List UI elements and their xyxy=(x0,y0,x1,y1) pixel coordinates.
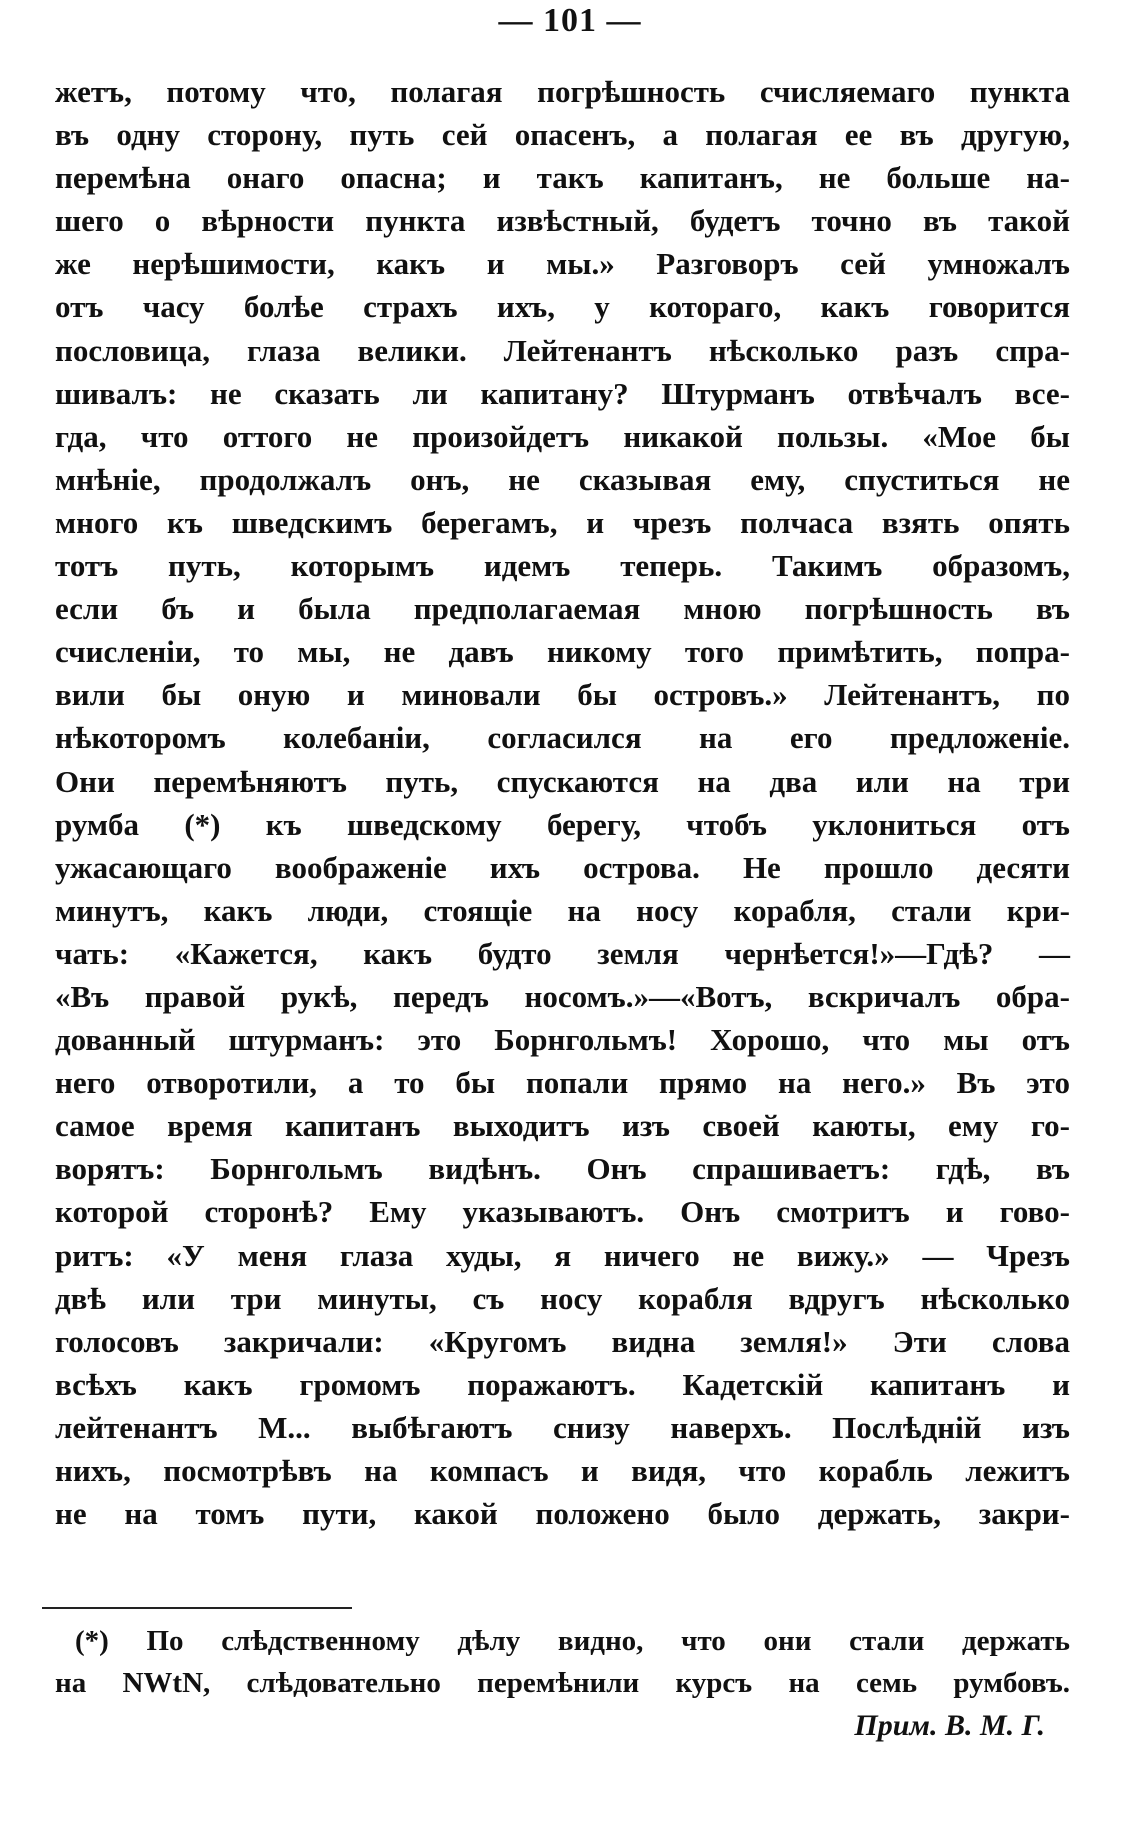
text-line: тотъ путь, которымъ идемъ теперь. Такимъ образомъ, xyxy=(55,548,1070,584)
text-line: всѣхъ какъ громомъ поражаютъ. Кадетскій капитанъ и xyxy=(55,1366,1070,1402)
page-number: — 101 — xyxy=(498,2,642,39)
text-line: чать: «Кажется, какъ будто земля чернѣется!»—Гдѣ? — xyxy=(55,935,1070,971)
text-line: же нерѣшимости, какъ и мы.» Разговоръ сей умножалъ xyxy=(55,246,1070,282)
text-line: ворятъ: Борнгольмъ видѣнъ. Онъ спрашиваетъ: гдѣ, въ xyxy=(55,1151,1070,1187)
footnote-signature: Прим. В. М. Г. xyxy=(854,1709,1045,1742)
text-line: минутъ, какъ люди, стоящіе на носу корабля, стали кри- xyxy=(55,892,1070,928)
footnote-line: (*) По слѣдственному дѣлу видно, что они стали держать xyxy=(75,1625,1070,1657)
text-line: въ одну сторону, путь сей опасенъ, а полагая ее въ другую, xyxy=(55,117,1070,153)
text-line: шего о вѣрности пункта извѣстный, будетъ точно въ такой xyxy=(55,203,1070,239)
text-line: дованный штурманъ: это Борнгольмъ! Хорошо, что мы отъ xyxy=(55,1022,1070,1058)
text-line: пословица, глаза велики. Лейтенантъ нѣсколько разъ спра- xyxy=(55,332,1070,368)
text-line: самое время капитанъ выходитъ изъ своей каюты, ему го- xyxy=(55,1108,1070,1144)
text-line: счисленіи, то мы, не давъ никому того примѣтить, попра- xyxy=(55,634,1070,670)
text-line: мнѣніе, продолжалъ онъ, не сказывая ему, спуститься не xyxy=(55,461,1070,497)
text-line: голосовъ закричали: «Кругомъ видна земля!» Эти слова xyxy=(55,1323,1070,1359)
text-line: него отворотили, а то бы попали прямо на него.» Въ это xyxy=(55,1065,1070,1101)
body-text xyxy=(55,70,1070,1535)
text-line: жетъ, потому что, полагая погрѣшность счисляемаго пункта xyxy=(55,74,1070,109)
text-line: гда, что оттого не произойдетъ никакой пользы. «Мое бы xyxy=(55,418,1070,454)
text-line: нѣкоторомъ колебаніи, согласился на его предложеніе. xyxy=(55,720,1070,756)
text-line: много къ шведскимъ берегамъ, и чрезъ полчаса взять опять xyxy=(55,504,1070,540)
text-line: которой сторонѣ? Ему указываютъ. Онъ смотритъ и гово- xyxy=(55,1194,1070,1230)
text-line: двѣ или три минуты, съ носу корабля вдругъ нѣсколько xyxy=(55,1280,1070,1316)
text-line: ужасающаго воображеніе ихъ острова. Не прошло десяти xyxy=(55,849,1070,885)
text-line: румба (*) къ шведскому берегу, чтобъ уклониться отъ xyxy=(55,806,1070,842)
footnote-line: на NWtN, слѣдовательно перемѣнили курсъ на семь румбовъ. xyxy=(55,1667,1070,1699)
text-line: ритъ: «У меня глаза худы, я ничего не вижу.» — Чрезъ xyxy=(55,1237,1070,1273)
text-line: не на томъ пути, какой положено было держать, закри- xyxy=(55,1496,1070,1532)
text-line: шивалъ: не сказать ли капитану? Штурманъ отвѣчалъ все- xyxy=(55,375,1070,411)
text-line: «Въ правой рукѣ, передъ носомъ.»—«Вотъ, вскричалъ обра- xyxy=(55,978,1070,1014)
text-line: если бъ и была предполагаемая мною погрѣшность въ xyxy=(55,591,1070,627)
footnote xyxy=(55,1620,1070,1748)
text-line: нихъ, посмотрѣвъ на компасъ и видя, что корабль лежитъ xyxy=(55,1453,1070,1488)
text-line: отъ часу болѣе страхъ ихъ, у котораго, какъ говорится xyxy=(55,289,1070,325)
text-line: Они перемѣняютъ путь, спускаются на два или на три xyxy=(55,763,1070,799)
text-line: вили бы оную и миновали бы островъ.» Лейтенантъ, по xyxy=(55,677,1070,713)
text-line: перемѣна онаго опасна; и такъ капитанъ, не больше на- xyxy=(55,160,1070,196)
footnote-divider xyxy=(42,1607,352,1609)
text-line: лейтенантъ М... выбѣгаютъ снизу наверхъ. Послѣдній изъ xyxy=(55,1409,1070,1445)
